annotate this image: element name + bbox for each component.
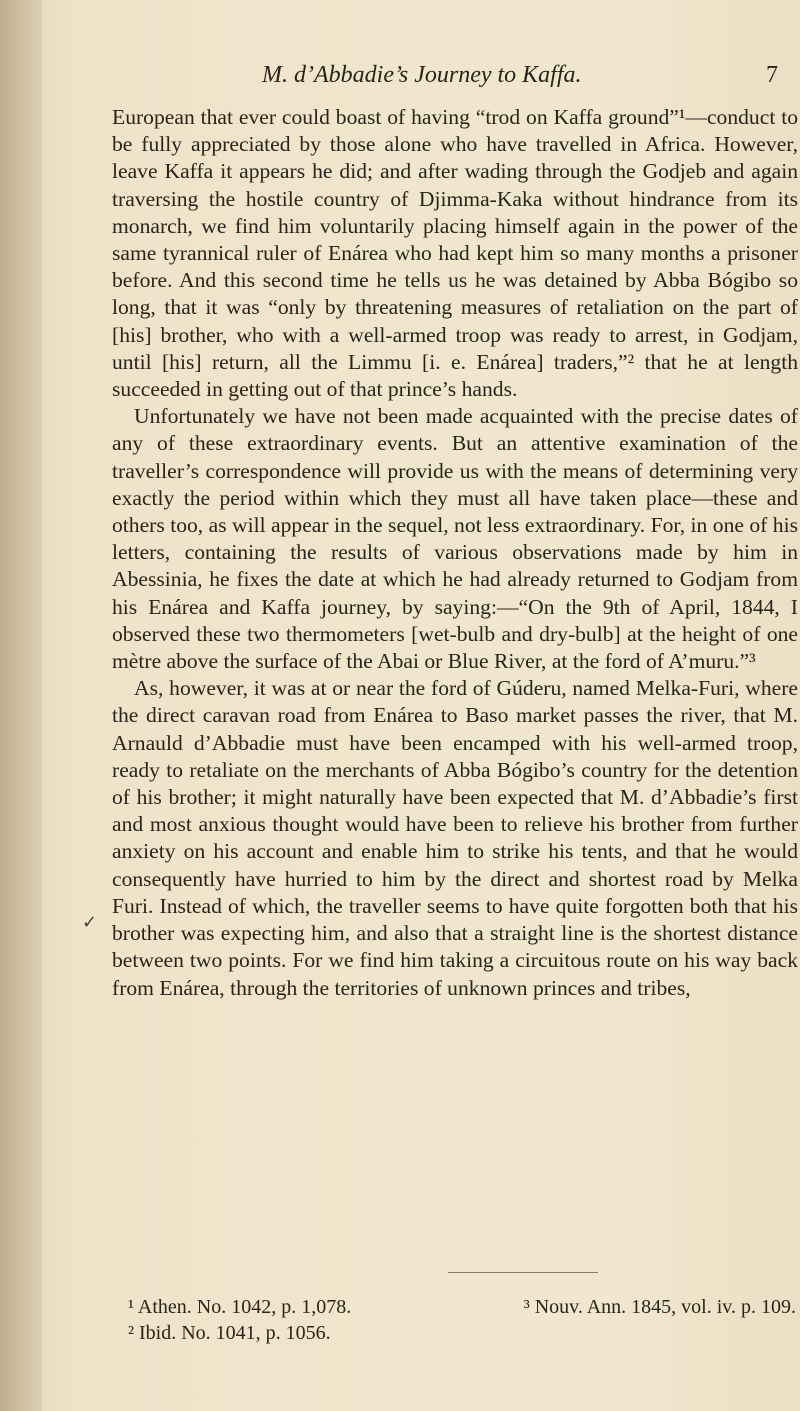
footnote-2: ² Ibid. No. 1041, p. 1056. xyxy=(128,1322,331,1344)
page-number: 7 xyxy=(766,62,778,88)
book-spine-shadow xyxy=(0,0,42,1411)
running-head: M. d’Abbadie’s Journey to Kaffa. xyxy=(262,62,582,88)
paragraph-3: As, however, it was at or near the ford of Gúderu, named Melka-Furi, where the direct caravan road from Enárea to Baso market passes the river, that M. Arnauld d’Abbadie must have been encamped with his well-armed troop, ready to retaliate on the merchants of Abba Bógibo’s country for the detention of his brother; it might naturally have been expected that M. d’Abbadie’s first and most anxious thought would have been to relieve his brother from further anxiety on his account and enable him to strike his tents, and that he would consequently have hurried to him by the direct and shortest road by Melka Furi. Instead of which, the traveller seems to have quite forgotten both that his brother was expecting him, and also that a straight line is the shortest distance between two points. For we find him taking a circuitous route on his way back from Enárea, through the territories of unknown princes and tribes, xyxy=(112,676,798,1000)
footnotes xyxy=(128,1294,798,1346)
footnote-row-2 xyxy=(128,1320,798,1346)
footnote-1: ¹ Athen. No. 1042, p. 1,078. xyxy=(128,1296,352,1318)
footnote-rule xyxy=(448,1272,598,1273)
margin-pencil-mark: ✓ xyxy=(82,912,98,933)
footnote-3: ³ Nouv. Ann. 1845, vol. iv. p. 109. xyxy=(523,1296,796,1318)
footnote-row-1 xyxy=(128,1294,798,1320)
paragraph-1: European that ever could boast of having “trod on Kaffa ground”¹—conduct to be fully appreciated by those alone who have travelled in Africa. However, leave Kaffa it appears he did; and after wading through the Godjeb and again traversing the hostile country of Djimma-Kaka without hindrance from its monarch, we find him voluntarily placing himself again in the power of the same tyrannical ruler of Enárea who had kept him so many months a prisoner before. And this second time he tells us he was detained by Abba Bógibo so long, that it was “only by threatening measures of retaliation on the part of [his] brother, who with a well-armed troop was ready to arrest, in Godjam, until [his] return, all the Limmu [i. e. Enárea] traders,”² that he at length succeeded in getting out of that prince’s hands. xyxy=(112,105,798,402)
body-text xyxy=(112,104,798,1002)
paragraph-2: Unfortunately we have not been made acquainted with the precise dates of any of these extraordinary events. But an attentive examination of the traveller’s correspondence will provide us with the means of determining very exactly the period within which they must all have taken place—these and others too, as will appear in the sequel, not less extraordinary. For, in one of his letters, containing the results of various observations made by him in Abessinia, he fixes the date at which he had already returned to Godjam from his Enárea and Kaffa journey, by saying:—“On the 9th of April, 1844, I observed these two thermometers [wet-bulb and dry-bulb] at the height of one mètre above the surface of the Abai or Blue River, at the ford of A’muru.”³ xyxy=(112,404,798,674)
